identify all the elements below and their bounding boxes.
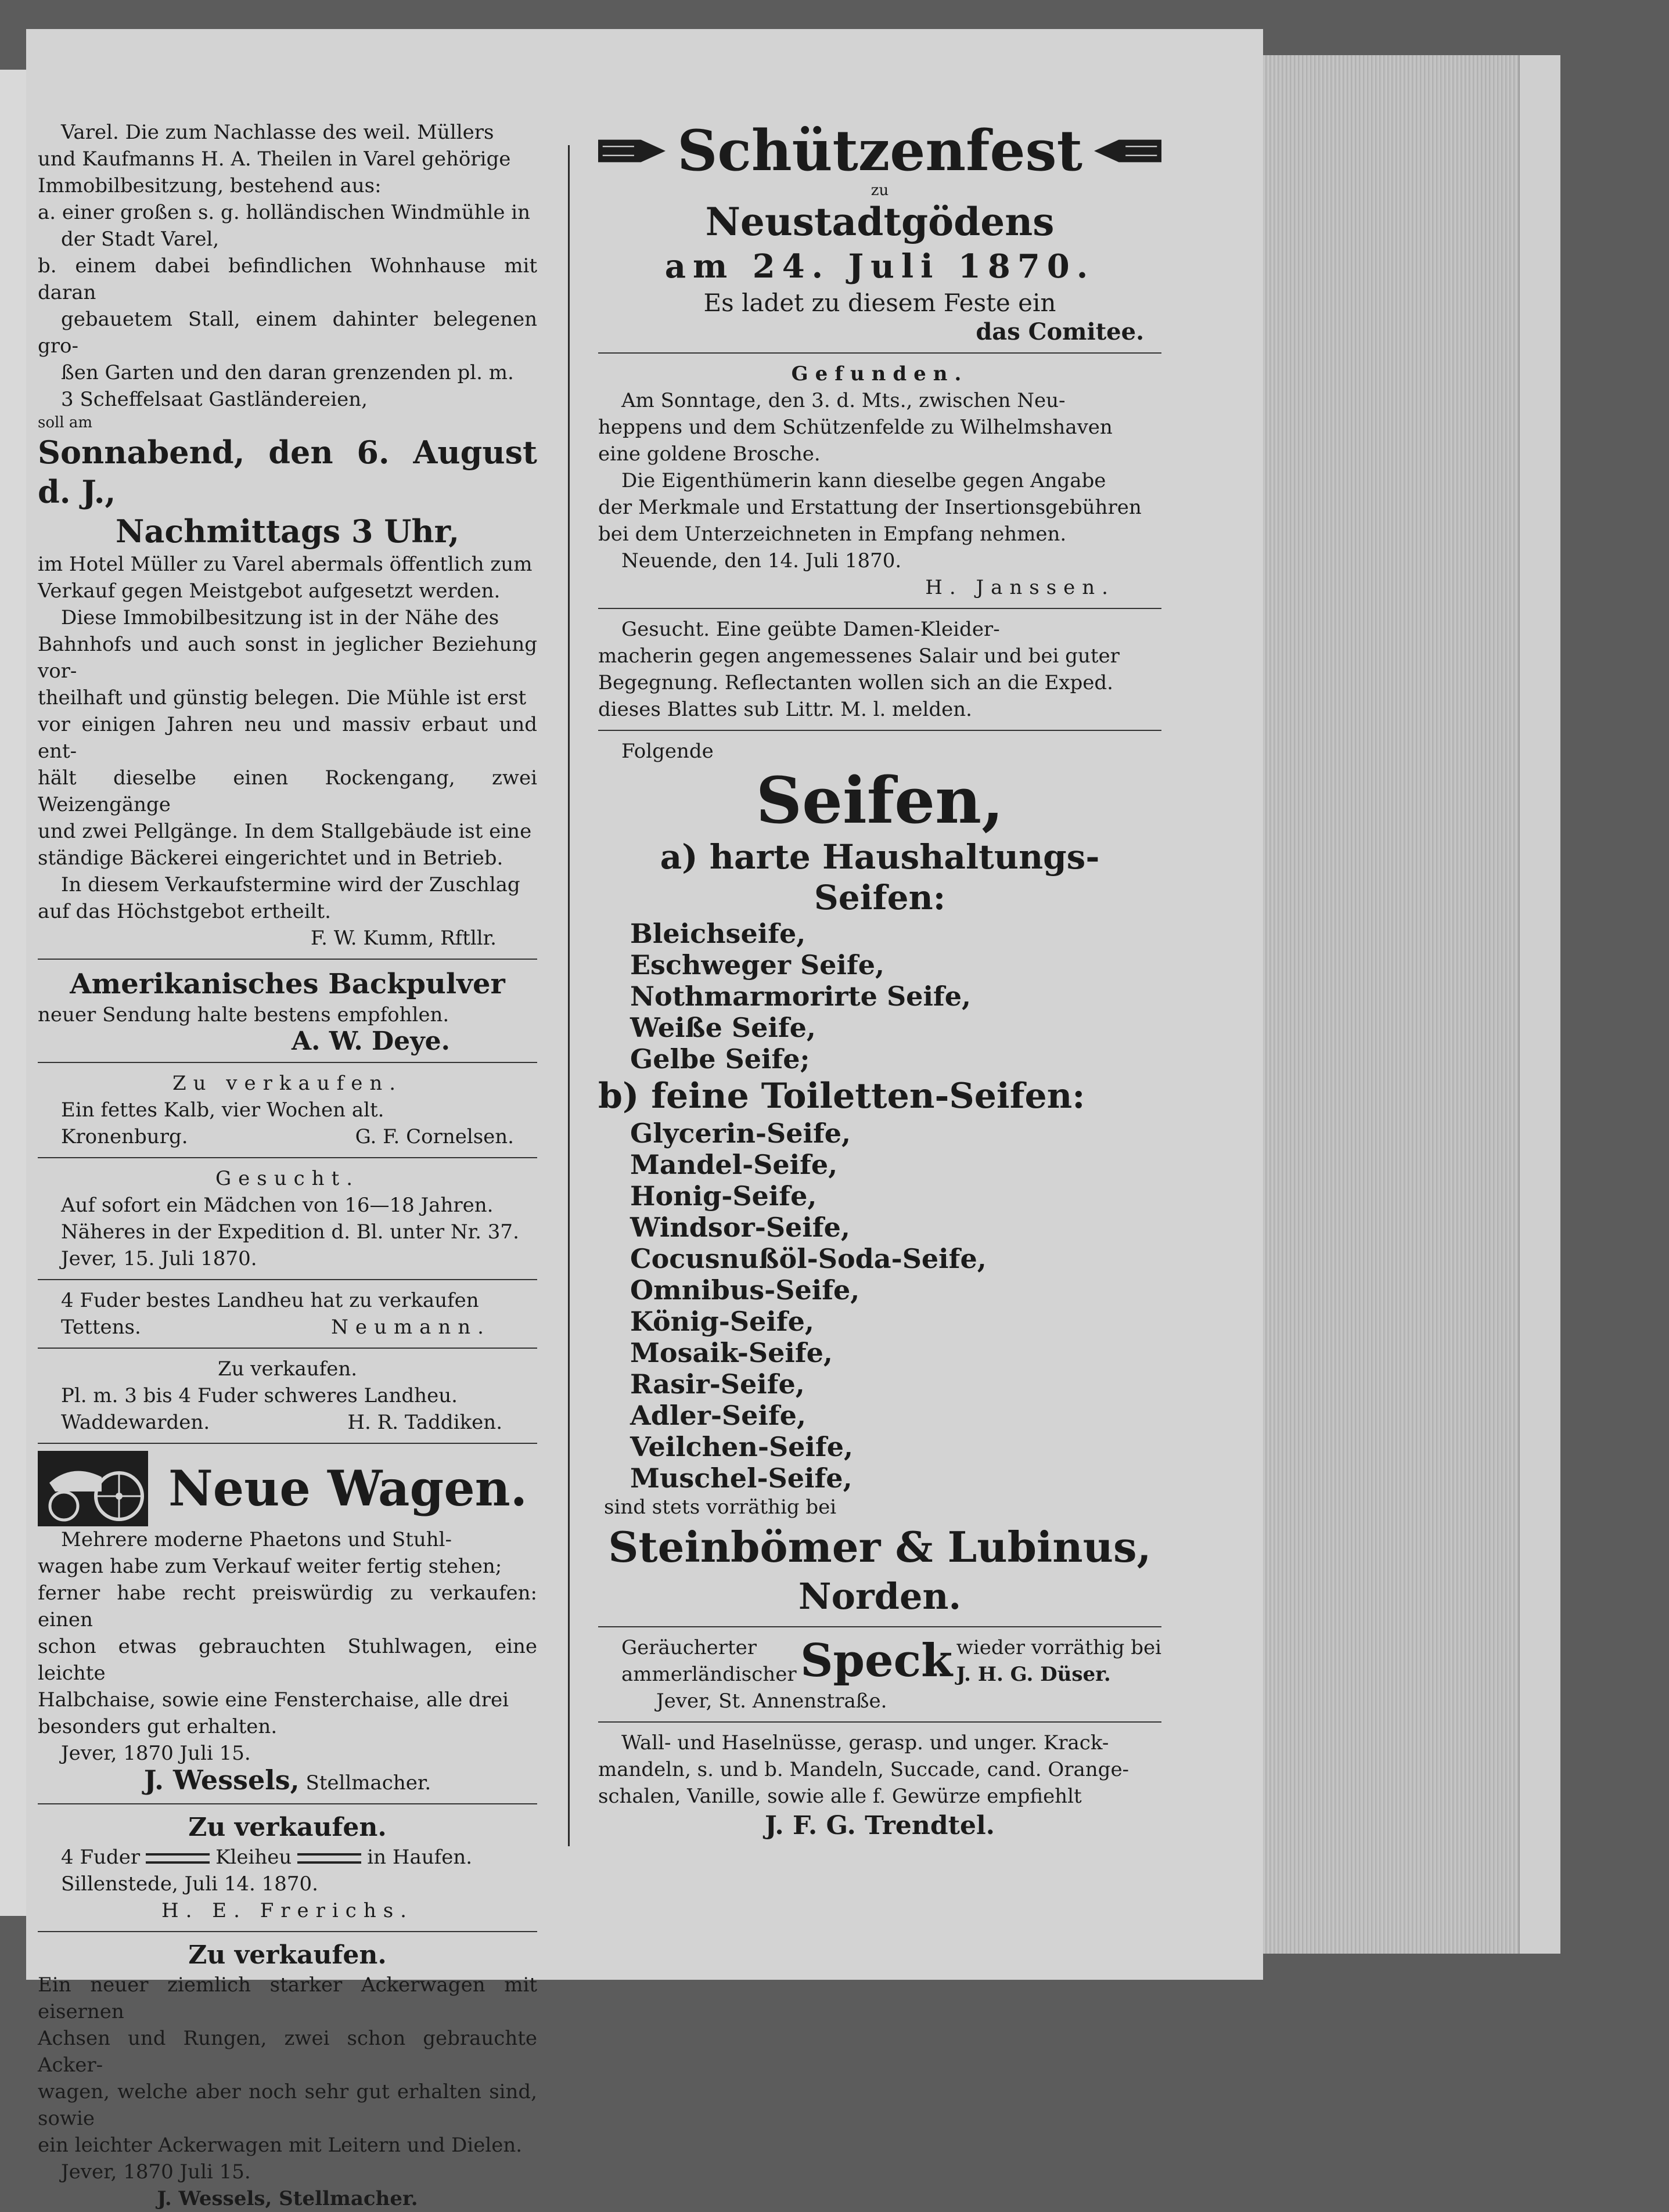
- text-line: Es ladet zu diesem Feste ein: [703, 289, 1056, 317]
- text: Kleiheu: [215, 1846, 292, 1869]
- text-line: ein leichter Ackerwagen mit Leitern und Dielen.: [38, 2134, 523, 2157]
- text-line: Geräucherter: [621, 1636, 757, 1659]
- text-line: ferner habe recht preiswürdig zu verkaufen: einen: [38, 1581, 537, 1631]
- ad-heading: Zu verkaufen.: [172, 1072, 403, 1095]
- rule-ornament: [297, 1853, 361, 1864]
- rule: [38, 1443, 537, 1444]
- signature: J. Wessels,: [143, 1764, 300, 1796]
- ad-speck: [598, 1634, 1161, 1714]
- ad-nuesse: [598, 1730, 1161, 1842]
- signature: J. F. G. Trendtel.: [765, 1811, 995, 1840]
- text-line: ammerländischer: [621, 1663, 797, 1686]
- text-line: Pl. m. 3 bis 4 Fuder schweres Landheu.: [61, 1384, 458, 1407]
- text-line: neuer Sendung halte bestens empfohlen.: [38, 1003, 449, 1026]
- carriage-icon: [38, 1451, 148, 1526]
- ad-heading: Zu verkaufen.: [217, 1357, 358, 1381]
- text-line: schalen, Vanille, sowie alle f. Gewürze empfiehlt: [598, 1785, 1082, 1808]
- fest-place: Neustadtgödens: [705, 199, 1055, 244]
- text-line: Ein fettes Kalb, vier Wochen alt.: [61, 1098, 384, 1122]
- text-line: Gesucht. Eine geübte Damen-Kleider-: [621, 618, 1000, 641]
- right-column: [598, 119, 1161, 1842]
- left-column: [38, 119, 537, 2212]
- ad-kleiheu: [38, 1811, 537, 1924]
- signature: H. R. Taddiken.: [347, 1411, 502, 1434]
- place: Waddewarden.: [61, 1411, 210, 1434]
- rule: [38, 1279, 537, 1280]
- soap-item: Eschweger Seife,: [630, 949, 884, 981]
- ad-landheu: [38, 1287, 537, 1341]
- text-line: und zwei Pellgänge. In dem Stallgebäude ist eine: [38, 820, 532, 843]
- text-line: gebauetem Stall, einem dahinter belegenen gro-: [38, 308, 537, 358]
- signature: das Comitee.: [976, 318, 1144, 345]
- text-line: Am Sonntage, den 3. d. Mts., zwischen Neu-: [621, 389, 1066, 412]
- text-line: hält dieselbe einen Rockengang, zwei Weizengänge: [38, 766, 537, 816]
- ad-heading: Zu verkaufen.: [188, 1940, 387, 1970]
- text-line: schon etwas gebrauchten Stuhlwagen, eine leichte: [38, 1635, 537, 1685]
- text: in Haufen.: [367, 1846, 473, 1869]
- ad-seifen: [598, 738, 1161, 1619]
- place: Kronenburg.: [61, 1125, 188, 1148]
- text-line: Die Eigenthümerin kann dieselbe gegen Angabe: [621, 469, 1106, 492]
- text-line: Folgende: [621, 740, 714, 763]
- rule: [38, 959, 537, 960]
- soap-item: Adler-Seife,: [630, 1400, 806, 1431]
- rule: [38, 1931, 537, 1932]
- ad-neue-wagen: [38, 1451, 537, 1796]
- text-line: der Stadt Varel,: [61, 228, 220, 251]
- ad-heading: Gesucht.: [215, 1167, 360, 1190]
- section-heading: b) feine Toiletten-Seifen:: [598, 1076, 1085, 1116]
- text-line: ßen Garten und den daran grenzenden pl. m.: [61, 361, 514, 384]
- signature: J. Wessels, Stellmacher.: [157, 2187, 418, 2210]
- auction-date: Sonnabend, den 6. August d. J.,: [38, 434, 537, 510]
- soap-item: Gelbe Seife;: [630, 1043, 810, 1075]
- ad-ackerwagen: [38, 1939, 537, 2212]
- ad-gesucht-maedchen: [38, 1165, 537, 1272]
- rule: [38, 1062, 537, 1063]
- text-line: wagen, welche aber noch sehr gut erhalten sind, sowie: [38, 2080, 537, 2130]
- text-line: bei dem Unterzeichneten in Empfang nehmen.: [598, 523, 1067, 546]
- text-line: soll am: [38, 414, 93, 431]
- text-line: zu: [871, 182, 889, 199]
- text-line: In diesem Verkaufstermine wird der Zuschlag: [61, 873, 520, 896]
- soap-item: Omnibus-Seife,: [630, 1274, 860, 1306]
- section-heading: a) harte Haushaltungs-: [660, 837, 1100, 877]
- soap-item: Mosaik-Seife,: [630, 1337, 833, 1368]
- text-line: dieses Blattes sub Littr. M. l. melden.: [598, 698, 972, 721]
- rule: [598, 730, 1161, 731]
- ad-title: Seifen,: [756, 763, 1004, 838]
- text-line: macherin gegen angemessenes Salair und bei guter: [598, 644, 1120, 668]
- soap-item: Nothmarmorirte Seife,: [630, 981, 971, 1012]
- text-line: eine goldene Brosche.: [598, 442, 821, 466]
- text-line: Wall- und Haselnüsse, gerasp. und unger. Krack-: [621, 1731, 1109, 1755]
- soap-item: Honig-Seife,: [630, 1180, 817, 1212]
- text-line: Auf sofort ein Mädchen von 16—18 Jahren.: [61, 1194, 494, 1217]
- signature: J. H. G. Düser.: [956, 1663, 1111, 1686]
- firm-name: Steinbömer & Lubinus,: [608, 1522, 1152, 1572]
- signature: A. W. Deye.: [291, 1026, 450, 1056]
- text-line: mandeln, s. und b. Mandeln, Succade, cand. Orange-: [598, 1758, 1130, 1781]
- rule: [38, 1803, 537, 1804]
- pointing-hand-icon: [598, 131, 666, 171]
- ad-heading: Zu verkaufen.: [188, 1813, 387, 1842]
- rule: [598, 608, 1161, 609]
- book-cover-edge: [1519, 55, 1560, 1954]
- rule: [38, 1348, 537, 1349]
- auction-time: Nachmittags 3 Uhr,: [115, 513, 460, 550]
- firm-city: Norden.: [798, 1575, 962, 1617]
- text-line: Jever, 15. Juli 1870.: [61, 1247, 257, 1270]
- text-line: sind stets vorräthig bei: [604, 1496, 837, 1519]
- text-line: Jever, St. Annenstraße.: [656, 1689, 887, 1713]
- ad-backpulver: [38, 967, 537, 1055]
- text-line: der Merkmale und Erstattung der Insertionsgebühren: [598, 496, 1142, 519]
- section-heading: Seifen:: [814, 878, 946, 917]
- ad-title: Amerikanisches Backpulver: [70, 968, 505, 1000]
- text-line: Halbchaise, sowie eine Fensterchaise, alle drei: [38, 1688, 509, 1712]
- text-line: vor einigen Jahren neu und massiv erbaut und ent-: [38, 713, 537, 763]
- text-line: Bahnhofs und auch sonst in jeglicher Beziehung vor-: [38, 633, 537, 683]
- text-line: Sillenstede, Juli 14. 1870.: [61, 1872, 318, 1896]
- text-line: Näheres in der Expedition d. Bl. unter Nr. 37.: [61, 1220, 519, 1244]
- soap-item: Cocusnußöl-Soda-Seife,: [630, 1243, 987, 1274]
- text-line: Jever, 1870 Juli 15.: [61, 2160, 251, 2184]
- text-line: und Kaufmanns H. A. Theilen in Varel gehörige: [38, 147, 511, 171]
- text-line: wagen habe zum Verkauf weiter fertig stehen;: [38, 1555, 502, 1578]
- speck-title: Speck: [800, 1634, 953, 1687]
- signature-role: Stellmacher.: [305, 1771, 431, 1795]
- text-line: heppens und dem Schützenfelde zu Wilhelmshaven: [598, 416, 1113, 439]
- rule: [598, 352, 1161, 354]
- text-line: Immobilbesitzung, bestehend aus:: [38, 174, 382, 197]
- text-line: 4 Fuder bestes Landheu hat zu verkaufen: [61, 1289, 479, 1312]
- text-line: ständige Bäckerei eingerichtet und in Betrieb.: [38, 846, 503, 870]
- signature: H. Janssen.: [925, 576, 1115, 599]
- text-line: a. einer großen s. g. holländischen Windmühle in: [38, 201, 531, 224]
- text-line: auf das Höchstgebot ertheilt.: [38, 900, 331, 923]
- text-line: Begegnung. Reflectanten wollen sich an die Exped.: [598, 671, 1113, 694]
- soap-item: König-Seife,: [630, 1306, 814, 1337]
- rule-ornament: [146, 1853, 210, 1864]
- signature: H. E. Frerichs.: [161, 1899, 413, 1922]
- place: Tettens.: [61, 1316, 141, 1339]
- book-page-edges: [1263, 55, 1519, 1954]
- ad-varel-windmill: [38, 119, 537, 952]
- column-divider: [568, 145, 570, 1846]
- text-line: Achsen und Rungen, zwei schon gebrauchte Acker-: [38, 2027, 537, 2077]
- text-line: im Hotel Müller zu Varel abermals öffentlich zum: [38, 553, 533, 576]
- text: 4 Fuder: [61, 1846, 141, 1869]
- text-line: Ein neuer ziemlich starker Ackerwagen mit eisernen: [38, 1973, 537, 2023]
- text-line: Mehrere moderne Phaetons und Stuhl-: [61, 1528, 452, 1551]
- ad-gefunden: [598, 361, 1161, 601]
- pointing-hand-icon: [1094, 131, 1161, 171]
- rule: [598, 1721, 1161, 1723]
- soap-item: Windsor-Seife,: [630, 1212, 850, 1243]
- text-line: wieder vorräthig bei: [956, 1636, 1161, 1659]
- rule: [598, 1626, 1161, 1627]
- ad-schuetzenfest: [598, 119, 1161, 345]
- text-line: Neuende, den 14. Juli 1870.: [621, 549, 902, 572]
- soap-item: Mandel-Seife,: [630, 1149, 838, 1180]
- signature: F. W. Kumm, Rftllr.: [310, 927, 497, 950]
- ad-title: Neue Wagen.: [168, 1460, 527, 1517]
- soap-item: Weiße Seife,: [630, 1012, 816, 1043]
- soap-item: Bleichseife,: [630, 918, 806, 949]
- signature: G. F. Cornelsen.: [355, 1125, 514, 1148]
- text-line: Diese Immobilbesitzung ist in der Nähe des: [61, 606, 499, 629]
- text-line: b. einem dabei befindlichen Wohnhause mit daran: [38, 254, 537, 304]
- soap-item: Muschel-Seife,: [630, 1462, 853, 1494]
- signature: Neumann.: [331, 1316, 491, 1339]
- ad-heading: Gefunden.: [791, 362, 969, 386]
- ad-kalb: [38, 1070, 537, 1150]
- rule: [38, 1157, 537, 1158]
- text-line: 3 Scheffelsaat Gastländereien,: [61, 388, 368, 411]
- ad-damenkleidermacherin: [598, 616, 1161, 723]
- left-page-edge: [0, 70, 28, 1916]
- text-line: theilhaft und günstig belegen. Die Mühle ist erst: [38, 686, 527, 709]
- soap-item: Glycerin-Seife,: [630, 1118, 851, 1149]
- text-line: Verkauf gegen Meistgebot aufgesetzt werden.: [38, 579, 501, 603]
- text-line: Varel. Die zum Nachlasse des weil. Müllers: [61, 121, 494, 144]
- fest-date: am 24. Juli 1870.: [664, 247, 1095, 286]
- ad-pl-landheu: [38, 1356, 537, 1436]
- ad-title: Schützenfest: [677, 118, 1082, 183]
- soap-item: Rasir-Seife,: [630, 1368, 805, 1400]
- text-line: Jever, 1870 Juli 15.: [61, 1742, 251, 1765]
- text-line: besonders gut erhalten.: [38, 1715, 278, 1738]
- soap-item: Veilchen-Seife,: [630, 1431, 853, 1462]
